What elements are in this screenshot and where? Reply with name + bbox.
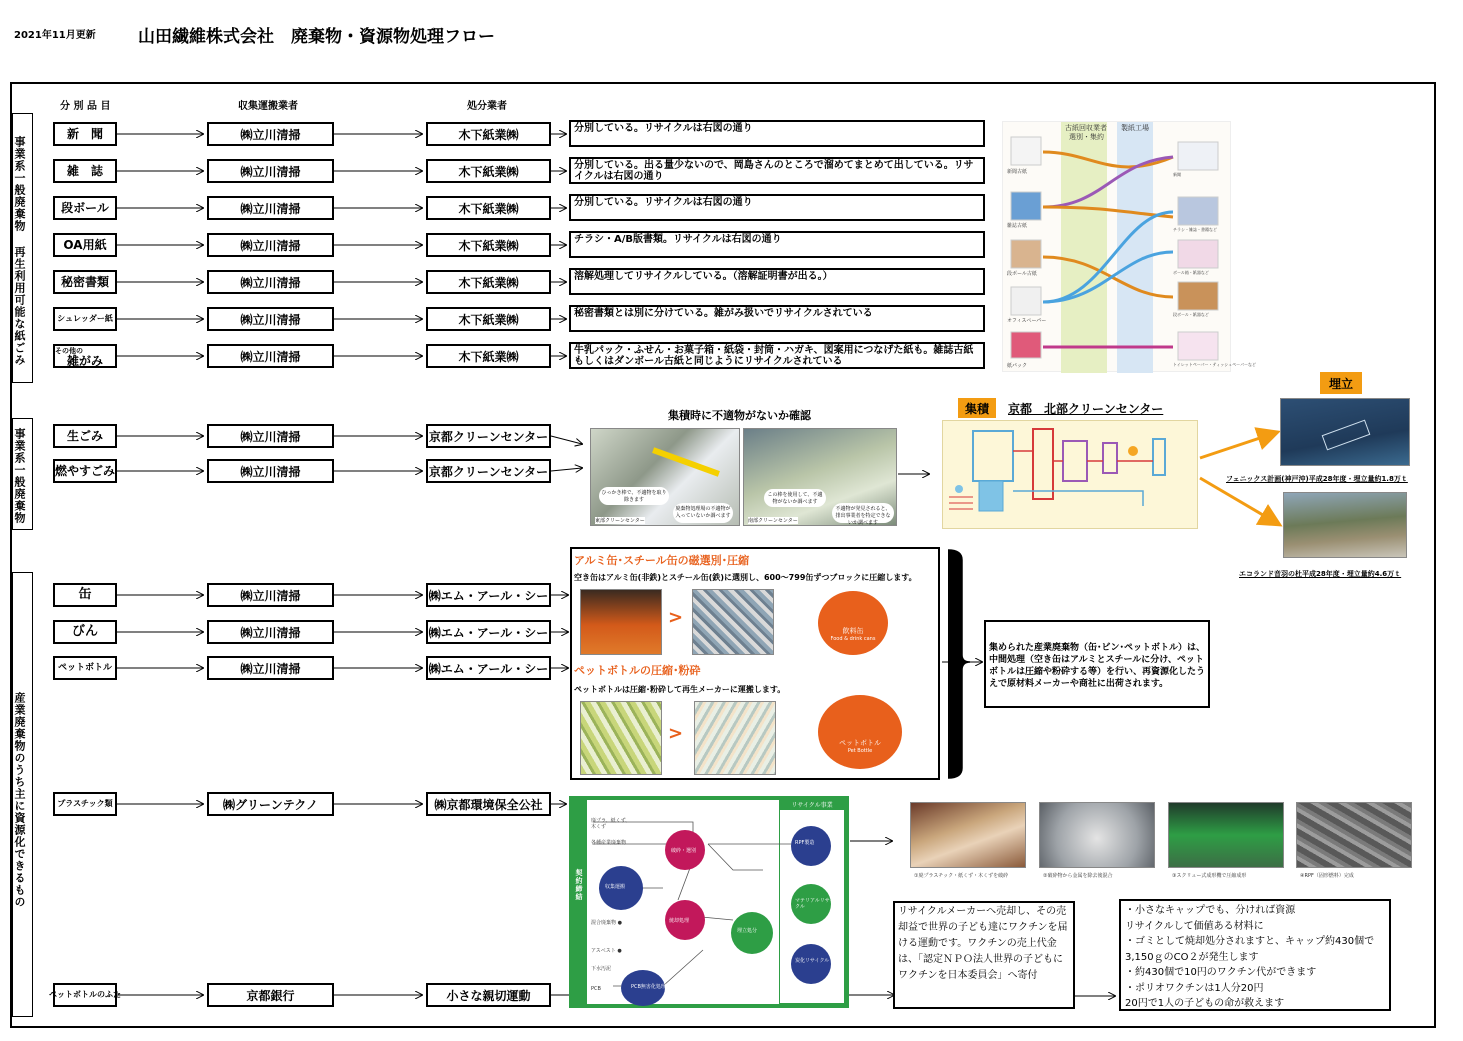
landfill-arrow-2 [1200,478,1280,525]
paper-diagram-col-a: 古紙回収業者 [1065,124,1107,132]
column-header-processor: 処分業者 [467,101,507,112]
landfill-caption-1: フェニックス計画(神戸沖)平成28年度・埋立量約1.8万ｔ [1226,475,1408,483]
rpf-photo [1168,802,1284,868]
plastic-label: PCB [591,986,601,992]
note-box: 溶解処理してリサイクルしている。（溶解証明書が出る。） [569,268,985,295]
paper-source-label: 段ボール古紙 [1007,271,1037,277]
flow-arrow [551,468,582,471]
note-box: 秘密書類とは別に分けている。雑がみ扱いでリサイクルされている [569,305,985,332]
inspection-bubble-1: ひっかき棒で、不適物を取り除きます [599,487,669,505]
collector-box: ㈱立川清掃 [207,620,334,644]
item-label: 生ごみ [66,429,103,443]
processor-box: 木下紙業㈱ [426,307,551,331]
processor-box: 木下紙業㈱ [426,196,551,220]
chevron-right-icon: > [668,723,684,744]
cap-note-line: 3,150ｇのCO２が発生します [1125,951,1259,963]
rpf-photo [1039,802,1155,868]
item-box [53,196,117,220]
collector-box: ㈱立川清掃 [207,159,334,183]
column-header-collector: 収集運搬業者 [238,101,298,112]
recycle-header: リサイクル事業 [779,800,845,810]
inspection-photo-2 [743,428,897,526]
pet-bottles-photo [580,701,662,775]
collector-box: ㈱立川清掃 [207,656,334,680]
item-box [53,424,117,448]
paper-source-label: 新聞古紙 [1007,169,1028,175]
plastic-label: アスベスト ● [591,948,622,954]
item-box [53,583,117,607]
plastic-label: 各種産業廃棄物 [591,840,627,846]
circle-carbonize [791,944,831,984]
item-label: シュレッダー紙 [57,314,113,323]
paper-product-label: トイレットペーパー・ティッシュペーパーなど [1173,362,1256,367]
item-box [53,459,117,483]
pet-bottle-label: ペットボトル [839,739,881,747]
item-box [53,270,117,294]
center-process-diagram [942,420,1198,529]
inspection-label-1: 東部クリーンセンター [595,518,645,524]
processor-box: 木下紙業㈱ [426,233,551,257]
collector-box: ㈱立川清掃 [207,196,334,220]
pet-bottle-icon [818,695,902,769]
note-box: 分別している。リサイクルは右図の通り [569,194,985,221]
item-label: 秘密書類 [60,275,109,289]
plastic-process-diagram [569,796,849,1008]
collector-box: ㈱立川清掃 [207,459,334,483]
cap-note-line: 20円で1人の子どもの命が救えます [1125,998,1285,1009]
updated-date: 2021年11月更新 [14,30,96,41]
inspection-title: 集積時に不適物がないか確認 [668,409,811,422]
rpf-caption: ④RPF（固形燃料）完成 [1300,873,1354,879]
item-box [53,233,117,257]
pet-crushed-photo [694,701,776,775]
paper-source-label: オフィスペーパー [1007,318,1047,324]
cap-note-line: ・ポリオワクチンは1人分20円 [1125,982,1264,994]
collector-box: ㈱立川清掃 [207,270,334,294]
item-box [53,656,117,680]
item-box [53,159,117,183]
plastic-label: 焼却処理 [669,918,690,924]
landfill-photo-1 [1280,398,1410,466]
mrc-summary: 集められた産業廃棄物（缶･ビン･ペットボトル）は、中間処理（空き缶はアルミとスチールに分け、ペットボトルは圧縮や粉砕する等）を行い、再資源化したうえで原材料メーカーや商社に出荷されます。 [984,620,1210,708]
item-box [53,344,117,368]
column-header-item: 分 別 品 目 [60,101,111,112]
paper-product-label: チラシ・雑誌・書籍など [1173,227,1217,232]
landfill-island [1322,420,1371,451]
rpf-photo [1296,802,1412,868]
collector-box: ㈱立川清掃 [207,233,334,257]
note-box: 分別している。リサイクルは右図の通り [569,120,985,147]
processor-box: ㈱京都環境保全公社 [426,792,551,816]
item-label: ペットボトルのふた [49,990,121,999]
plastic-side-text: 産業廃棄物の適正処理の事前確認・処理契約締結 [575,813,595,957]
item-label: OA用紙 [63,238,107,252]
item-box [53,122,117,146]
category-industrial-label: 産業廃棄物のうち主に資源化できるもの [13,692,26,908]
item-label: 缶 [78,587,92,602]
rpf-caption: ①廃プラスチック・紙くず・木くずを破砕 [914,873,1009,879]
plastic-label: 混合廃棄物 ● [591,920,622,926]
center-tag: 集積 [958,398,996,418]
pet-bottle-label-en: Pet Bottle [847,748,873,754]
collector-box: ㈱立川清掃 [207,583,334,607]
drink-can-label: 飲料缶 [842,627,864,635]
rpf-caption: ②破砕物から金属を除去後混合 [1043,873,1113,879]
inspection-bubble-3: 廃棄物処理場の不適物が入っていないか調べます [673,503,733,523]
rpf-caption: ③スクリュー式成形機で圧縮成形 [1172,873,1247,879]
collector-box: ㈱立川清掃 [207,122,334,146]
inspection-bubble-2: この棒を使用して、不適物がないか調べます [764,489,826,507]
rpf-photo [910,802,1026,868]
circle-rpf [791,826,831,866]
plastic-label: 収集運搬 [605,884,626,890]
processor-box: 木下紙業㈱ [426,270,551,294]
paper-diagram-col-b: 製紙工場 [1121,124,1149,132]
center-name: 京都 北部クリーンセンター [1008,402,1164,416]
item-box [53,792,117,816]
collector-box: ㈱立川清掃 [207,424,334,448]
item-label: ペットボトル [57,663,112,673]
note-box: 分別している。出る量少ないので、岡島さんのところで溜めてまとめて出している。リサイクルは右図の通り [569,157,985,184]
plastic-label: 炭化リサイクル [795,958,830,964]
processor-box: 木下紙業㈱ [426,122,551,146]
cap-note-line: ・小さなキャップでも、分ければ資源 [1125,905,1296,916]
flow-arrow [551,436,582,444]
item-label: びん [71,624,98,639]
paper-source-label: 紙パック [1007,363,1028,369]
plastic-label: マテリアルリサイクル [795,898,835,910]
drink-can-icon [818,591,888,655]
item-label: プラスチック類 [57,799,113,808]
collector-box: 京都銀行 [207,983,334,1007]
drink-can-label-en: Food & drink cans [830,636,876,642]
hazard-tape [652,447,720,477]
processor-box: 小さな親切運動 [426,983,551,1007]
mrc-text-pet: ペットボトルは圧縮･粉砕して再生メーカーに運搬します。 [574,685,786,694]
item-label: 雑がみ [66,354,103,368]
chevron-right-icon: > [668,607,684,628]
paper-product-label: 段ボール・紙器など [1173,312,1209,317]
paper-source-label: 雑誌古紙 [1007,223,1028,229]
landfill-tag: 埋立 [1320,372,1362,394]
item-box [53,620,117,644]
inspection-label-2: 南部クリーンセンター [748,518,798,524]
collector-box: ㈱立川清掃 [207,307,334,331]
cap-note-vaccine: リサイクルメーカーへ売却し、その売却益で世界の子ども達にワクチンを届ける運動です。ワクチンの売上代金は、「認定ＮＰＯ法人世界の子どもにワクチンを日本委員会」へ寄付 [893,901,1075,1009]
item-label: 燃やすごみ [55,464,116,478]
inspection-photo-1 [590,428,740,526]
item-small-label: その他の [55,347,83,355]
category-general-recyclable-label: 事業系一般廃棄物 再生利用可能な紙ごみ [13,135,26,366]
cap-note-line: ・約430個で10円のワクチン代ができます [1125,967,1317,978]
category-general-label: 事業系一般廃棄物 [13,428,26,524]
item-box [53,307,117,331]
paper-flow-svg [1003,122,1232,373]
processor-box: ㈱エム・アール・シー [426,583,551,607]
can-sorting-photo [580,589,662,655]
processor-box: 京都クリーンセンター [426,424,551,448]
processor-box: 京都クリーンセンター [426,459,551,483]
paper-product-label: 新聞 [1173,172,1181,177]
processor-box: ㈱エム・アール・シー [426,620,551,644]
cap-note-line: リサイクルして価値ある材料に [1125,920,1264,932]
item-label: 新 聞 [66,127,103,141]
processor-box: 木下紙業㈱ [426,159,551,183]
plastic-label: 下水汚泥 [591,966,612,972]
can-blocks-photo [692,589,774,655]
paper-product-label: ボール箱・紙器など [1173,270,1209,275]
cap-note-line: ・ゴミとして焼却処分されますと、キャップ約430個で [1125,936,1375,947]
collector-box: ㈱グリーンテクノ [207,792,334,816]
item-label: 雑 誌 [66,164,103,178]
collector-box: ㈱立川清掃 [207,344,334,368]
plastic-label: 破砕・選別 [671,848,697,854]
plastic-label: PCB無害化処理 [631,984,666,990]
item-label: 段ボール [61,201,109,215]
note-box: 牛乳パック・ふせん・お菓子箱・紙袋・封筒・ハガキ、図案用につなげた紙も。雑誌古紙もしくはダンボール古紙と同じようにリサイクルされている [569,342,985,369]
mrc-text-cans: 空き缶はアルミ缶(非鉄)とスチール缶(鉄)に選別し、600～799缶ずつブロックに圧縮します。 [574,573,917,582]
paper-diagram-col-a-sub: 選別・集約 [1069,133,1104,141]
mrc-bracket [948,550,970,778]
plastic-label: 埋立処分 [737,928,758,934]
cap-note-details [1119,899,1391,1011]
processor-box: ㈱エム・アール・シー [426,656,551,680]
landfill-arrow-1 [1200,432,1278,458]
inspection-bubble-4: 不適物が発見されると、排出事業者を特定できないか調べます [832,503,894,523]
item-box [49,983,121,1007]
processor-box: 木下紙業㈱ [426,344,551,368]
mrc-heading-pet: ペットボトルの圧縮･粉砕 [574,664,701,677]
page-title: 山田繊維株式会社 廃棄物・資源物処理フロー [138,27,495,47]
paper-recycling-diagram [1002,121,1256,372]
note-box: チラシ・A/B版書類。リサイクルは右図の通り [569,231,985,258]
plastic-label: 廃プラ、紙くず、木くず [591,818,631,830]
landfill-photo-2 [1283,492,1407,558]
mrc-panel [570,547,940,780]
plastic-label: RPF製造 [795,840,815,846]
mrc-heading-cans: アルミ缶･スチール缶の磁選別･圧縮 [574,554,750,567]
landfill-caption-2: エコランド音羽の杜平成28年度・埋立量約4.6万ｔ [1239,570,1402,578]
